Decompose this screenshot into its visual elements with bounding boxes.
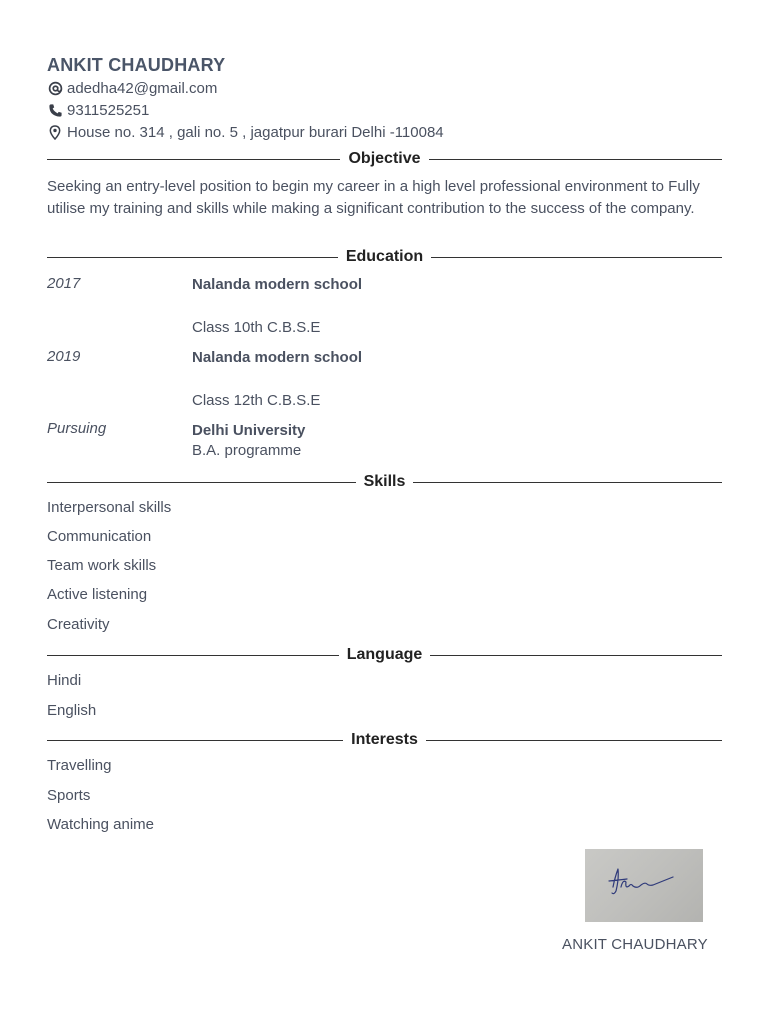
email-text: adedha42@gmail.com: [67, 80, 218, 97]
education-year: 2019: [47, 348, 81, 365]
divider-line: [429, 159, 722, 160]
divider-line: [413, 482, 722, 483]
phone-line: [47, 102, 149, 119]
divider-line: [430, 655, 722, 656]
divider-line: [47, 655, 339, 656]
language-header: [47, 645, 722, 665]
at-sign-icon: [47, 81, 63, 97]
skills-title: Skills: [363, 473, 406, 490]
education-course: Class 12th C.B.S.E: [192, 392, 321, 409]
interest-item: Watching anime: [47, 816, 154, 833]
skills-header: [47, 472, 722, 492]
education-school: Delhi University: [192, 422, 306, 439]
education-school: Nalanda modern school: [192, 349, 363, 366]
signature-name: ANKIT CHAUDHARY: [562, 936, 708, 953]
language-title: Language: [346, 646, 423, 663]
interest-item: Travelling: [47, 757, 112, 774]
skill-item: Active listening: [47, 586, 148, 603]
resume-page: [47, 0, 722, 1024]
divider-line: [426, 740, 722, 741]
education-course: B.A. programme: [192, 442, 302, 459]
skill-item: Interpersonal skills: [47, 499, 172, 516]
skill-item: Creativity: [47, 616, 110, 633]
education-year: Pursuing: [47, 420, 107, 437]
address-text: House no. 314 , gali no. 5 , jagatpur burari Delhi -110084: [67, 124, 444, 141]
objective-header: [47, 149, 722, 169]
education-year: 2017: [47, 275, 81, 292]
divider-line: [431, 257, 722, 258]
objective-text: Seeking an entry-level position to begin my career in a high level professional environment to Fully utilise my training and skills while making a significant contribution to the success of the company.: [47, 178, 700, 217]
phone-icon: [47, 103, 63, 119]
candidate-name: ANKIT CHAUDHARY: [47, 55, 226, 75]
phone-text: 9311525251: [67, 102, 150, 119]
email-line: [47, 80, 217, 97]
skill-item: Communication: [47, 528, 152, 545]
skill-item: Team work skills: [47, 557, 157, 574]
location-pin-icon: [47, 125, 63, 141]
language-item: English: [47, 702, 97, 719]
divider-line: [47, 159, 340, 160]
interest-item: Sports: [47, 787, 91, 804]
education-school: Nalanda modern school: [192, 276, 363, 293]
divider-line: [47, 740, 343, 741]
education-course: Class 10th C.B.S.E: [192, 319, 321, 336]
education-title: Education: [345, 248, 424, 265]
divider-line: [47, 257, 338, 258]
education-header: [47, 247, 722, 267]
address-line: [47, 124, 444, 141]
objective-title: Objective: [348, 150, 421, 167]
divider-line: [47, 482, 356, 483]
interests-header: [47, 730, 722, 750]
interests-title: Interests: [351, 731, 418, 748]
language-item: Hindi: [47, 672, 82, 689]
signature-image: [585, 849, 703, 922]
